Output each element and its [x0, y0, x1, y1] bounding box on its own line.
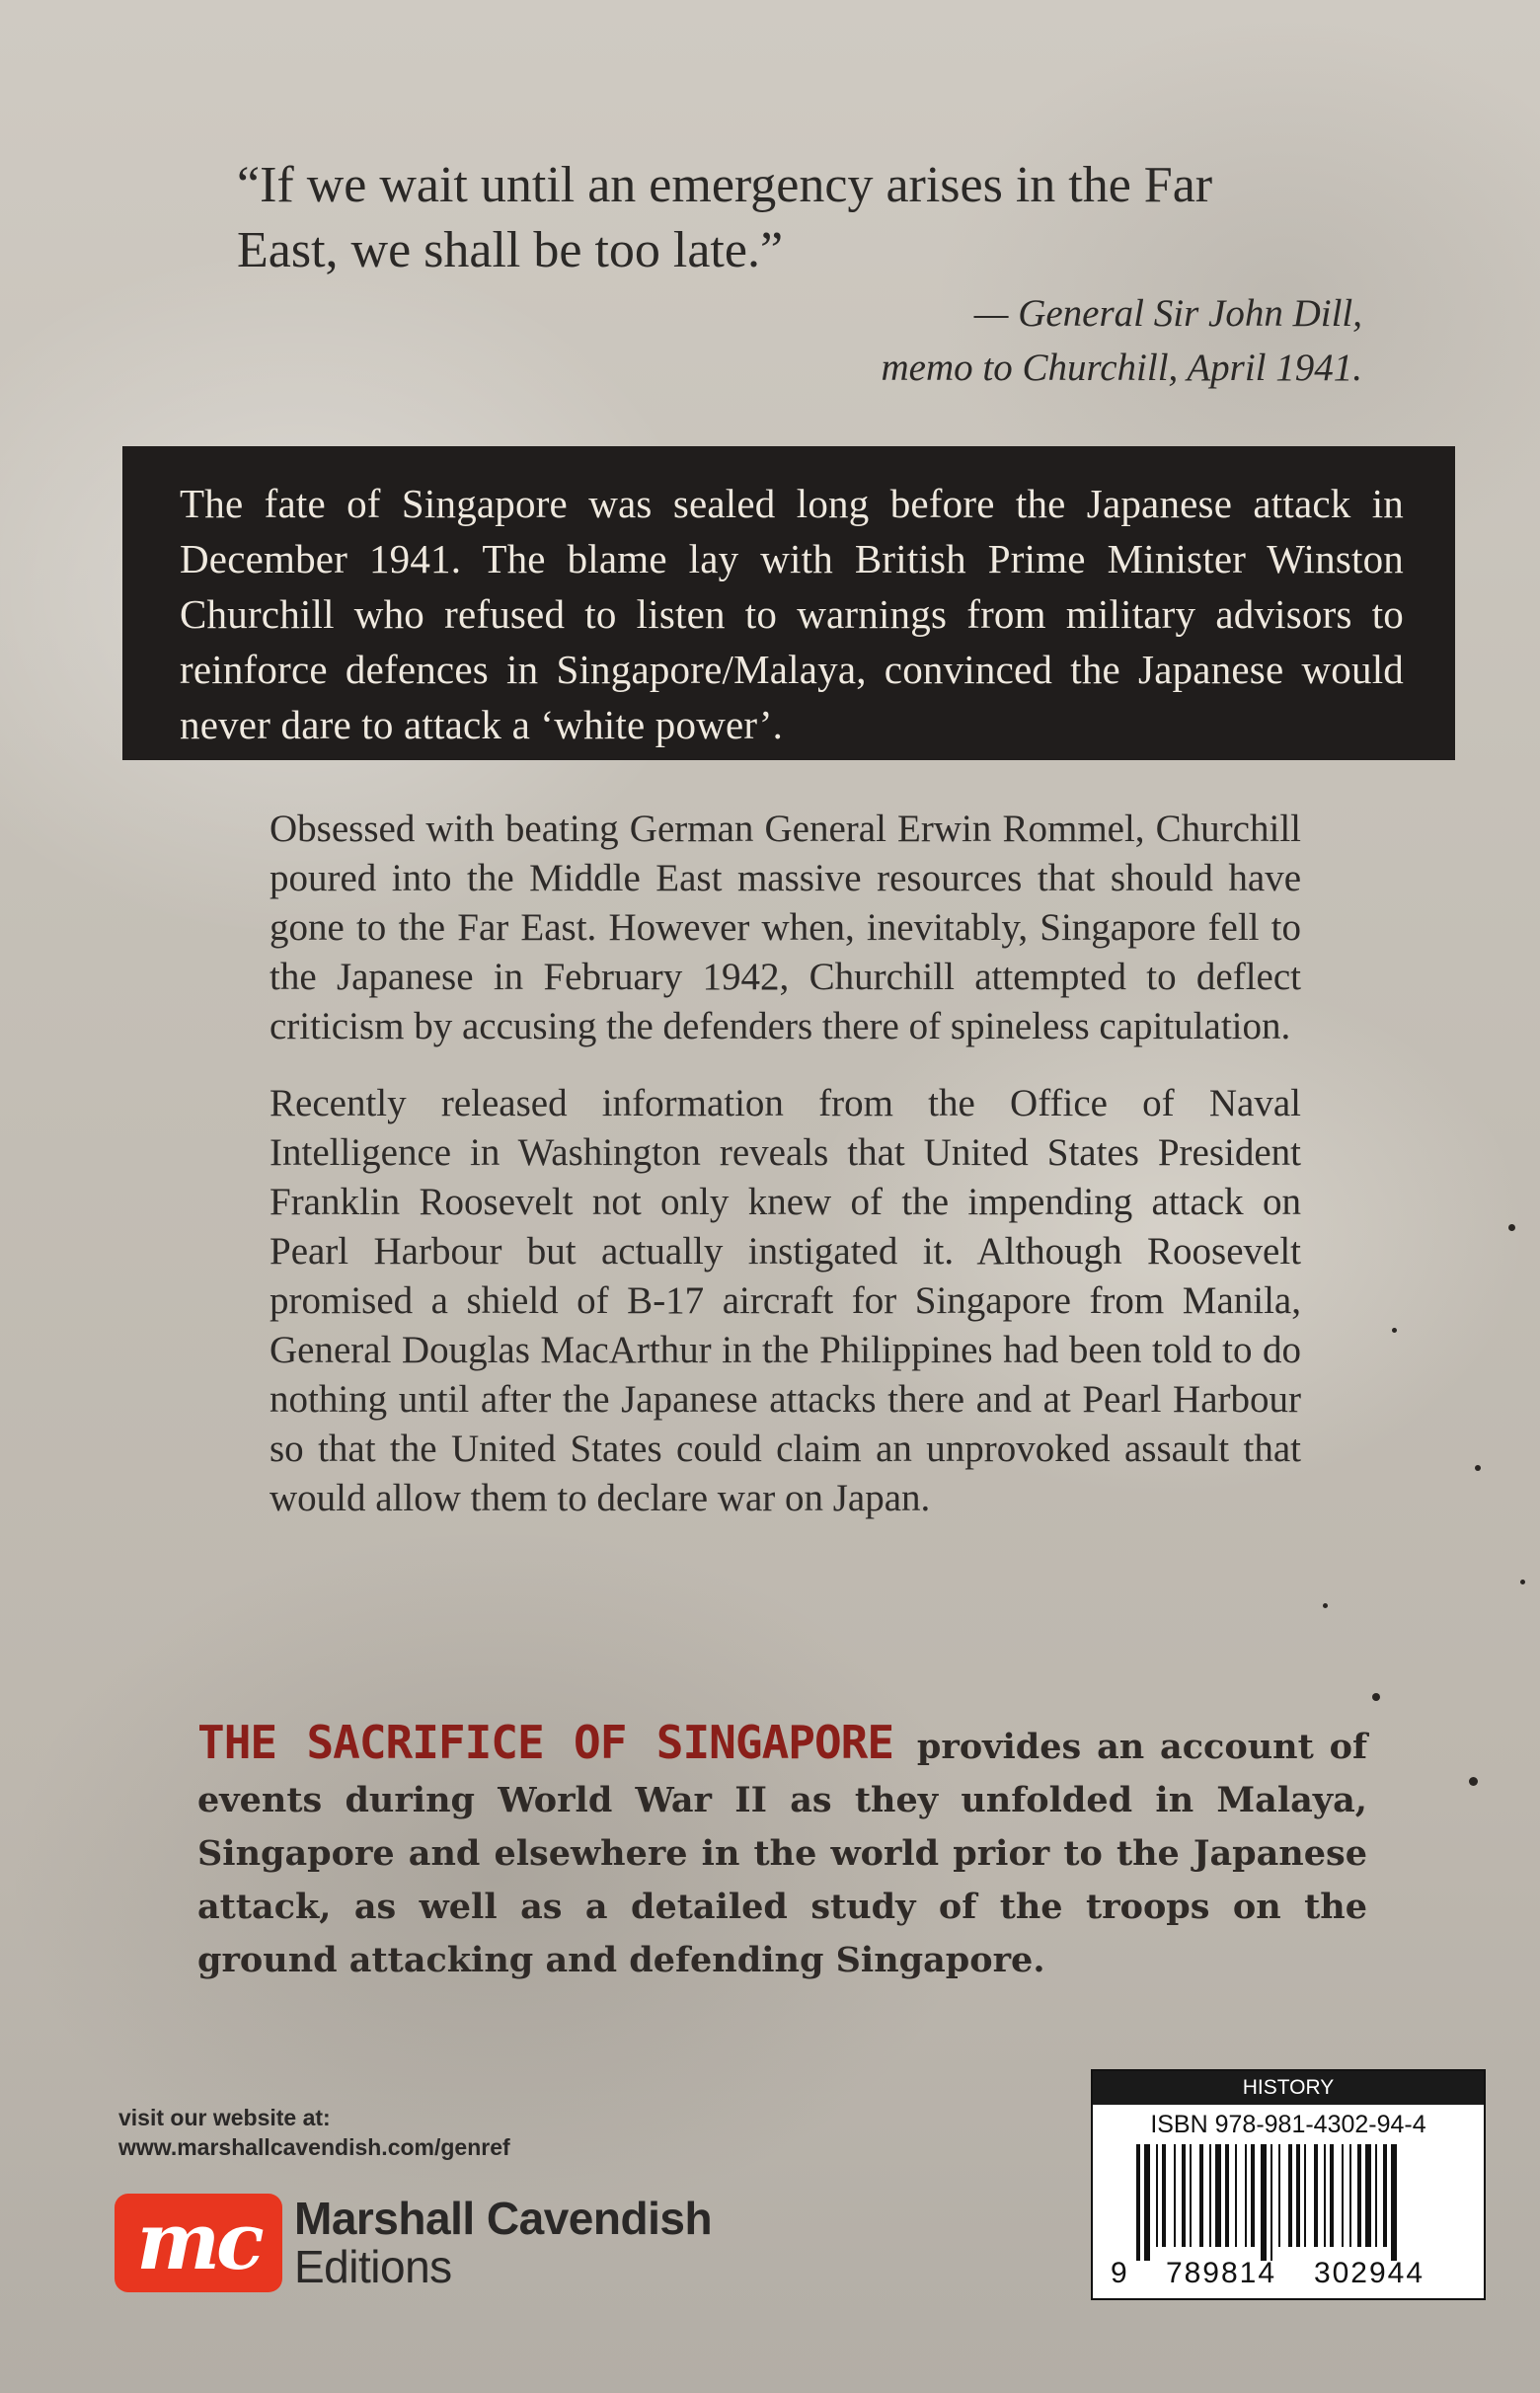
- barcode-digits-group-2: 302944: [1313, 2257, 1425, 2288]
- speck: [1323, 1603, 1328, 1608]
- barcode-bar: [1251, 2144, 1255, 2247]
- logo-mark-text: mc: [136, 2195, 261, 2287]
- barcode-bar: [1235, 2144, 1237, 2247]
- speck: [1475, 1465, 1481, 1471]
- barcode-bar: [1304, 2144, 1306, 2247]
- barcode-bar: [1375, 2144, 1377, 2247]
- barcode-bar: [1278, 2144, 1280, 2247]
- quote-attribution: [882, 286, 1363, 395]
- speck: [1508, 1224, 1515, 1231]
- isbn-barcode-box: [1091, 2069, 1486, 2300]
- book-summary: [197, 1716, 1367, 1987]
- barcode-bar: [1357, 2144, 1361, 2247]
- lead-text: The fate of Singapore was sealed long before the Japanese attack in December 1941. The blame lay with British Prime Minister Winston Churchill who refused to listen to warnings from military advisors to reinforce defences in Singapore/Malaya, convinced the Japanese would never dare to attack a ‘white power’.: [180, 481, 1404, 747]
- publisher-name-line-2: Editions: [294, 2241, 452, 2292]
- speck: [1372, 1693, 1380, 1701]
- barcode-icon: [1111, 2144, 1466, 2288]
- mc-logo-icon: [115, 2194, 282, 2292]
- publisher-name-line-1: Marshall Cavendish: [294, 2193, 713, 2244]
- barcode-bar: [1199, 2144, 1203, 2247]
- quote-line-1: “If we wait until an emergency arises in the Far: [237, 157, 1213, 213]
- barcode-bar: [1182, 2144, 1186, 2247]
- barcode-bar: [1190, 2144, 1192, 2247]
- lead-text-box: [122, 446, 1455, 760]
- barcode-bar: [1136, 2144, 1140, 2261]
- body-paragraph-1: Obsessed with beating German General Erwin Rommel, Churchill poured into the Middle East massive resources that should have gone to the Far East. However when, inevitably, Singapore fell to the Japanese in February 1942, Churchill attempted to deflect criticism by accusing the defenders there of spineless capitulation.: [270, 808, 1301, 1047]
- body-paragraph-2: Recently released information from the Office of Naval Intelligence in Washington reveals that United States President Franklin Roosevelt not only knew of the impending attack on Pearl Harbour but actually instigated it. Although Roosevelt promised a shield of B-17 aircraft for Singapore from Manila, General Douglas MacArthur in the Philippines had been told to do nothing until after the Japanese attacks there and at Pearl Harbour so that the United States could claim an unprovoked assault that would allow them to declare war on Japan.: [270, 1082, 1301, 1519]
- barcode-bar: [1391, 2144, 1397, 2261]
- speck: [1392, 1328, 1397, 1333]
- epigraph-quote: [237, 153, 1372, 283]
- barcode-bar: [1342, 2144, 1344, 2247]
- publisher-name: [294, 2194, 712, 2290]
- barcode-bar: [1383, 2144, 1387, 2247]
- barcode-bar: [1330, 2144, 1334, 2247]
- website-url[interactable]: www.marshallcavendish.com/genref: [118, 2134, 510, 2160]
- barcode-bar: [1296, 2144, 1300, 2247]
- barcode-bar: [1324, 2144, 1326, 2247]
- publisher-website: [118, 2103, 510, 2162]
- barcode-bar: [1270, 2144, 1272, 2261]
- isbn-text: ISBN 978-981-4302-94-4: [1150, 2111, 1426, 2138]
- quote-line-2: East, we shall be too late.”: [237, 222, 784, 278]
- barcode-digits-group-1: 789814: [1165, 2257, 1277, 2288]
- barcode-bar: [1261, 2144, 1267, 2261]
- barcode-bar: [1288, 2144, 1292, 2247]
- barcode-bar: [1215, 2144, 1221, 2247]
- attribution-line-1: — General Sir John Dill,: [973, 292, 1362, 335]
- speck: [1469, 1777, 1478, 1786]
- speck: [1520, 1580, 1525, 1584]
- category-label: HISTORY: [1093, 2071, 1484, 2105]
- summary-text: provides an account of events during World War II as they unfolded in Malaya, Singapore and elsewhere in the world prior to the Japanese attack, as well as a detailed study of the troops on the ground attacking and defending Singapore.: [197, 1727, 1368, 1980]
- barcode-bar: [1225, 2144, 1229, 2247]
- barcode-bar: [1156, 2144, 1158, 2247]
- barcode-bar: [1162, 2144, 1166, 2247]
- website-label: visit our website at:: [118, 2105, 331, 2130]
- body-text: [270, 805, 1301, 1551]
- barcode-bar: [1245, 2144, 1247, 2247]
- barcode-bar: [1174, 2144, 1176, 2247]
- barcode-digit-first: 9: [1111, 2257, 1127, 2288]
- book-title: THE SACRIFICE OF SINGAPORE: [197, 1716, 894, 1769]
- barcode-bar: [1365, 2144, 1371, 2247]
- attribution-line-2: memo to Churchill, April 1941.: [881, 347, 1362, 389]
- barcode-bar: [1349, 2144, 1351, 2247]
- barcode-bar: [1314, 2144, 1318, 2247]
- barcode-bar: [1209, 2144, 1211, 2247]
- barcode-bar: [1144, 2144, 1150, 2261]
